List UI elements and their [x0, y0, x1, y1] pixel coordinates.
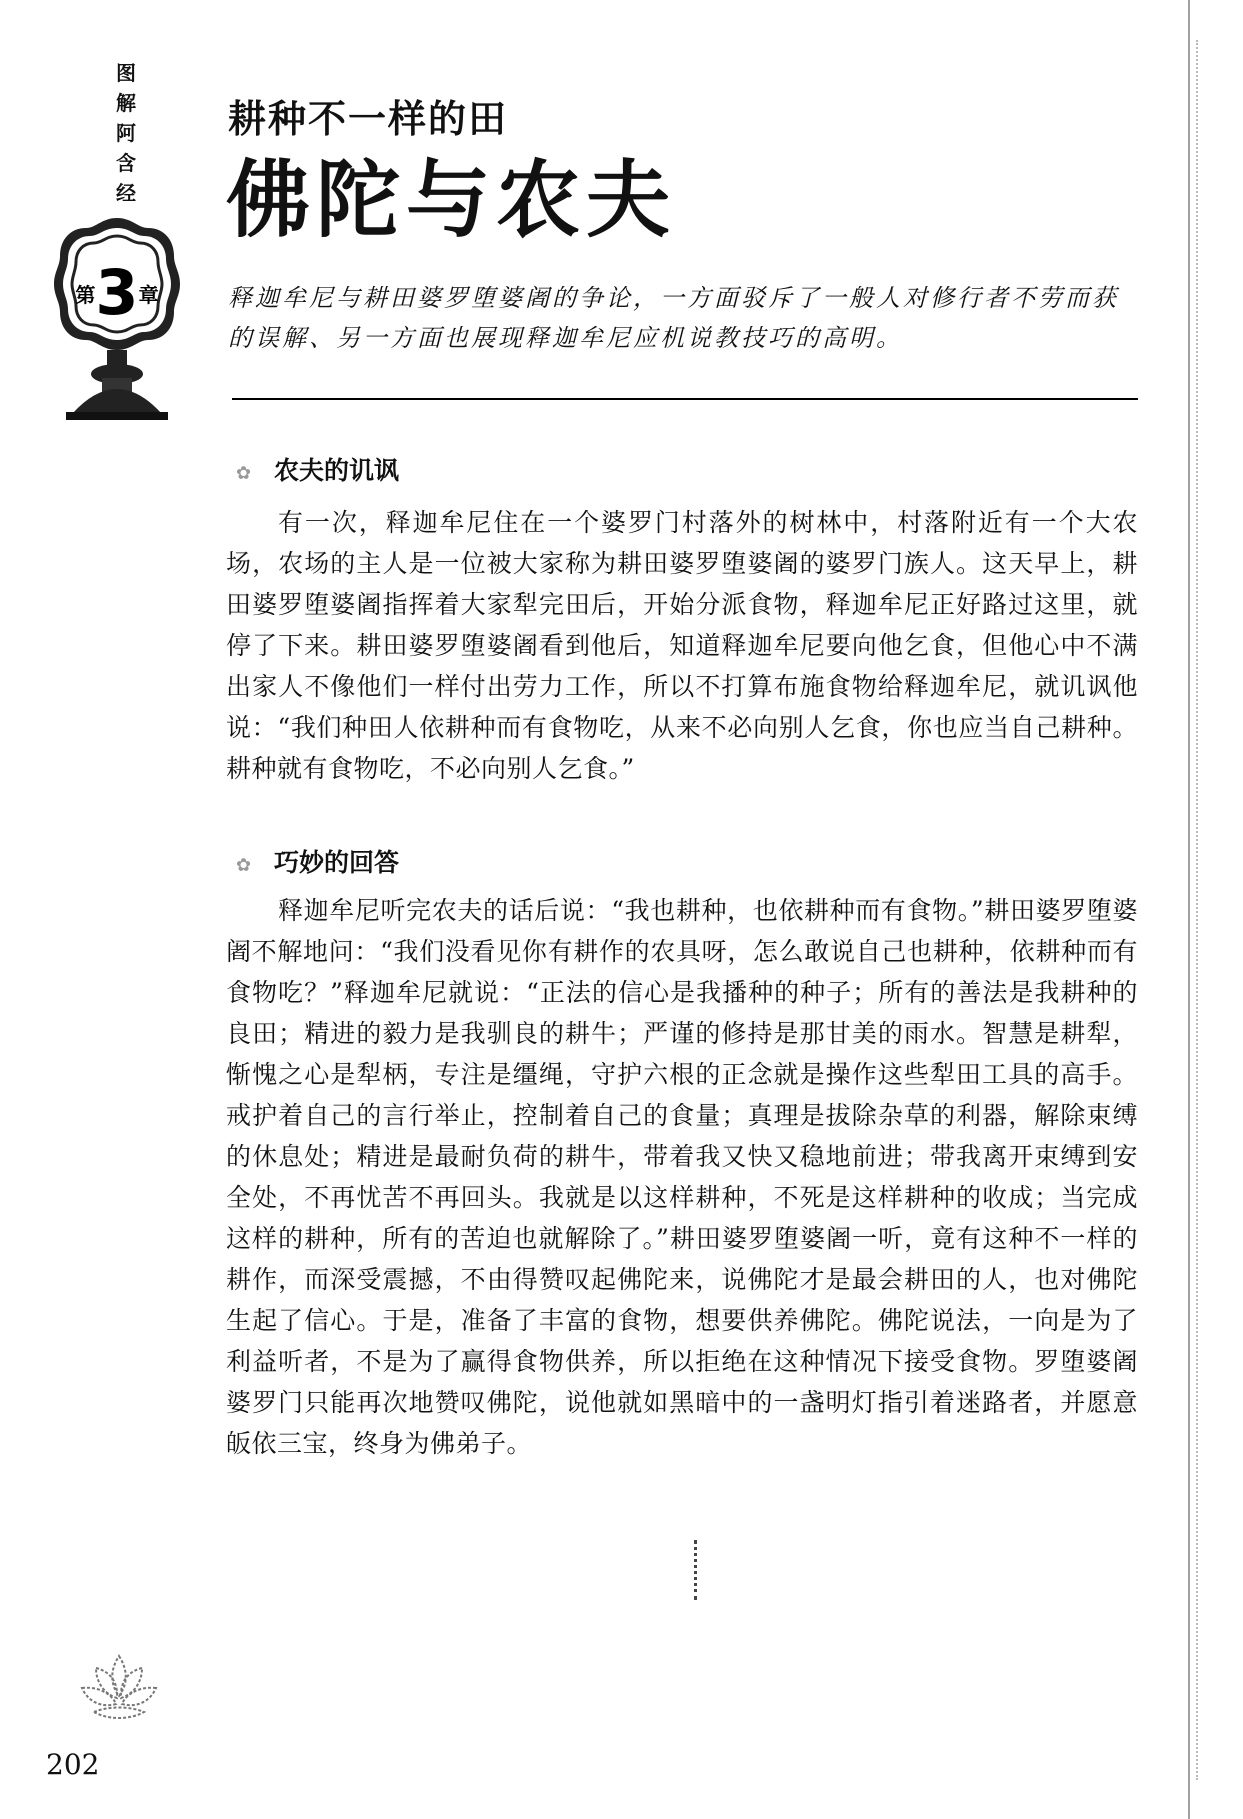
page-subtitle: 耕种不一样的田	[228, 97, 509, 141]
chapter-suffix: 章	[138, 283, 159, 307]
series-title-char: 图	[116, 61, 136, 85]
chapter-prefix: 第	[75, 283, 96, 307]
scan-edge-line	[1188, 0, 1190, 1819]
section-heading	[236, 454, 399, 491]
decorative-dots	[694, 1540, 703, 1600]
section-body: 释迦牟尼听完农夫的话后说：“我也耕种，也依耕种而有食物。”耕田婆罗堕婆阇不解地问：“我们没看见你有耕作的农具呀，怎么敢说自己也耕种，依耕种而有食物吃？”释迦牟尼就说：“正法的信心是我播种的种子；所有的善法是我耕种的良田；精进的毅力是我驯良的耕牛；严谨的修持是那甘美的雨水。智慧是耕犁，惭愧之心是犁柄，专注是缰绳，守护六根的正念就是操作这些犁田工具的高手。戒护着自己的言行举止，控制着自己的食量；真理是拔除杂草的利器，解除束缚的休息处；精进是最耐负荷的耕牛，带着我又快又稳地前进；带我离开束缚到安全处，不再忧苦不再回头。我就是以这样耕种，不死是这样耕种的收成；当完成这样的耕种，所有的苦迫也就解除了。”耕田婆罗堕婆阇一听，竟有这种不一样的耕作，而深受震撼，不由得赞叹起佛陀来，说佛陀才是最会耕田的人，也对佛陀生起了信心。于是，准备了丰富的食物，想要供养佛陀。佛陀说法，一向是为了利益听者，不是为了赢得食物供养，所以拒绝在这种情况下接受食物。罗堕婆阇婆罗门只能再次地赞叹佛陀，说他就如黑暗中的一盏明灯指引着迷路者，并愿意皈依三宝，终身为佛弟子。	[226, 896, 1138, 1458]
section-heading-text: 农夫的讥讽	[274, 456, 400, 485]
heading-ornament-icon: ✿	[236, 855, 252, 876]
lotus-flower-icon	[78, 1648, 160, 1726]
page-number: 202	[46, 1748, 100, 1781]
series-title-vertical	[112, 58, 140, 208]
page-title: 佛陀与农夫	[226, 150, 677, 249]
section-heading	[236, 846, 399, 883]
heading-ornament-icon: ✿	[236, 463, 252, 484]
series-title-char: 阿	[116, 121, 136, 145]
series-title-char: 解	[116, 91, 136, 115]
scan-edge-noise	[1196, 40, 1204, 1780]
chapter-badge	[52, 256, 182, 329]
section-heading-text: 巧妙的回答	[274, 848, 400, 877]
series-title-char: 经	[116, 181, 136, 205]
section-body: 有一次，释迦牟尼住在一个婆罗门村落外的树林中，村落附近有一个大农场，农场的主人是一位被大家称为耕田婆罗堕婆阇的婆罗门族人。这天早上，耕田婆罗堕婆阇指挥着大家犁完田后，开始分派食物，释迦牟尼正好路过这里，就停了下来。耕田婆罗堕婆阇看到他后，知道释迦牟尼要向他乞食，但他心中不满出家人不像他们一样付出劳力工作，所以不打算布施食物给释迦牟尼，就讥讽他说：“我们种田人依耕种而有食物吃，从来不必向别人乞食，你也应当自己耕种。耕种就有食物吃，不必向别人乞食。”	[226, 508, 1138, 783]
series-title-char: 含	[116, 151, 136, 175]
intro-paragraph: 释迦牟尼与耕田婆罗堕婆阇的争论，一方面驳斥了一般人对修行者不劳而获的误解、另一方面也展现释迦牟尼应机说教技巧的高明。	[228, 284, 1119, 352]
chapter-number: 3	[95, 256, 139, 329]
divider-rule	[232, 398, 1138, 400]
